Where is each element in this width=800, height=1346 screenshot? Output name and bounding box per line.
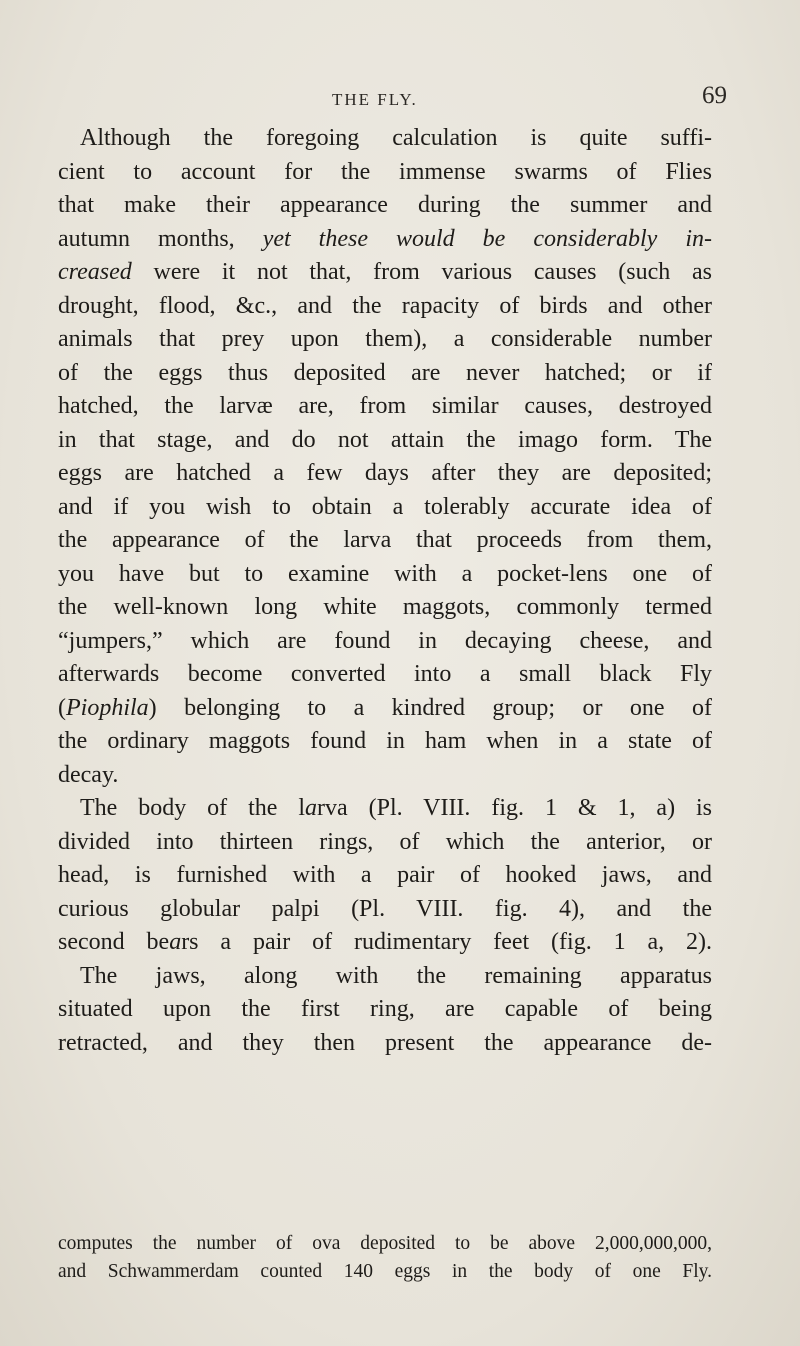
running-title: THE FLY. xyxy=(332,90,418,109)
running-head xyxy=(0,82,800,116)
text-line: drought, flood, &c., and the rapacity of birds and other xyxy=(58,292,712,319)
footnote-line: computes the number of ova deposited to be above 2,000,000,000, xyxy=(58,1233,712,1254)
footnote xyxy=(58,1230,712,1286)
text-line: Although the foregoing calculation is quite suffi- xyxy=(80,125,712,151)
text-line: the appearance of the larva that proceeds from them, xyxy=(58,527,712,553)
text-line: that make their appearance during the summer and xyxy=(58,192,712,218)
text-line: curious globular palpi (Pl. VIII. fig. 4), and the xyxy=(58,895,712,922)
text-line: “jumpers,” which are found in decaying cheese, and xyxy=(58,627,712,654)
italic-text: Piophila xyxy=(66,694,149,721)
text-line: (Piophila) belonging to a kindred group; or one of xyxy=(58,694,712,721)
text-line: autumn months, yet these would be considerably in- xyxy=(58,225,712,252)
text-line: you have but to examine with a pocket-lens one of xyxy=(58,560,712,587)
text-line: retracted, and they then present the appearance de- xyxy=(58,1029,712,1056)
italic-text: a xyxy=(305,795,318,821)
text-line: in that stage, and do not attain the imago form. The xyxy=(58,426,712,453)
text-line: afterwards become converted into a small black Fly xyxy=(58,661,712,687)
text-line: The jaws, along with the remaining apparatus xyxy=(80,962,712,989)
italic-text: creased xyxy=(58,259,132,285)
text-line: animals that prey upon them), a considerable number xyxy=(58,326,712,352)
text-line: eggs are hatched a few days after they are deposited; xyxy=(58,460,712,486)
text-line: decay. xyxy=(58,761,119,788)
italic-text: a xyxy=(169,929,182,955)
text-line: divided into thirteen rings, of which the anterior, or xyxy=(58,828,712,855)
text-line: head, is furnished with a pair of hooked jaws, and xyxy=(58,862,712,888)
body-text xyxy=(58,122,712,1060)
text-line: the ordinary maggots found in ham when in a state of xyxy=(58,728,712,754)
text-line: second bears a pair of rudimentary feet (fig. 1 a, 2). xyxy=(58,929,713,955)
text-line: the well-known long white maggots, commonly termed xyxy=(58,594,712,620)
text-line: creased were it not that, from various causes (such as xyxy=(58,259,712,285)
text-line: situated upon the first ring, are capable of being xyxy=(58,996,712,1022)
page-number: 69 xyxy=(702,82,727,109)
italic-text: yet these would be considerably in- xyxy=(262,225,712,252)
text-line: hatched, the larvæ are, from similar causes, destroyed xyxy=(58,393,712,419)
text-line: of the eggs thus deposited are never hatched; or if xyxy=(58,359,712,386)
text-line: The body of the larva (Pl. VIII. fig. 1 & 1, a) is xyxy=(80,795,712,821)
text-line: cient to account for the immense swarms of Flies xyxy=(58,158,712,185)
text-line: and if you wish to obtain a tolerably accurate idea of xyxy=(58,493,712,520)
footnote-line: and Schwammerdam counted 140 eggs in the body of one Fly. xyxy=(58,1261,712,1282)
